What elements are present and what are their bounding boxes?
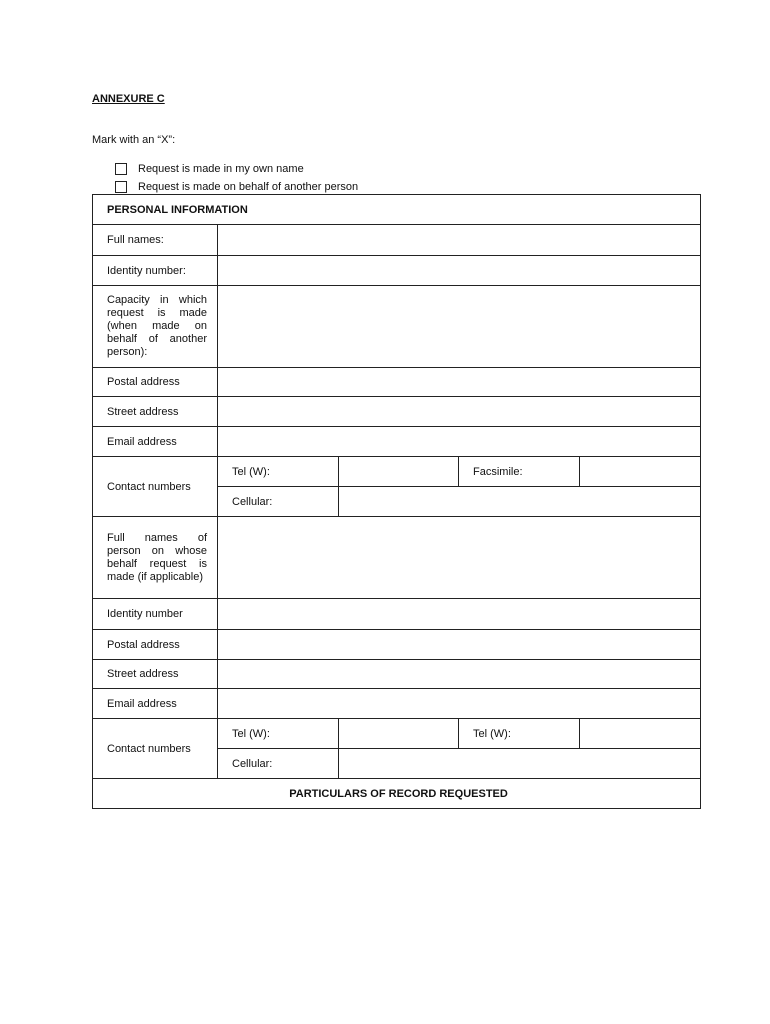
email-address-label: Email address bbox=[93, 427, 218, 457]
record-requested-heading: PARTICULARS OF RECORD REQUESTED bbox=[93, 779, 701, 809]
other-identity-number-label: Identity number bbox=[93, 599, 218, 630]
other-person-full-names-label: Full names of person on whose behalf request is made (if applicable) bbox=[93, 517, 218, 599]
other-postal-address-field[interactable] bbox=[218, 630, 701, 660]
other-street-address-label: Street address bbox=[93, 660, 218, 689]
email-address-field[interactable] bbox=[218, 427, 701, 457]
option-own-name[interactable] bbox=[115, 162, 304, 176]
on-behalf-label: Request is made on behalf of another person bbox=[138, 181, 359, 193]
other-tel-w-field[interactable] bbox=[339, 719, 459, 749]
postal-address-field[interactable] bbox=[218, 368, 701, 397]
other-cellular-field[interactable] bbox=[339, 749, 701, 779]
other-identity-number-field[interactable] bbox=[218, 599, 701, 630]
own-name-label: Request is made in my own name bbox=[138, 163, 304, 175]
identity-number-label: Identity number: bbox=[93, 256, 218, 286]
other-person-full-names-field[interactable] bbox=[218, 517, 701, 599]
other-postal-address-label: Postal address bbox=[93, 630, 218, 660]
other-cellular-label: Cellular: bbox=[218, 749, 339, 779]
option-on-behalf[interactable] bbox=[115, 180, 358, 194]
mark-instruction: Mark with an “X”: bbox=[92, 134, 176, 146]
tel-w-field[interactable] bbox=[339, 457, 459, 487]
cellular-field[interactable] bbox=[339, 487, 701, 517]
other-tel-w-2-field[interactable] bbox=[580, 719, 701, 749]
annexure-title: ANNEXURE C bbox=[92, 93, 165, 105]
street-address-label: Street address bbox=[93, 397, 218, 427]
capacity-field[interactable] bbox=[218, 286, 701, 368]
other-tel-w-2-label: Tel (W): bbox=[459, 719, 580, 749]
cellular-label: Cellular: bbox=[218, 487, 339, 517]
personal-information-table bbox=[92, 194, 701, 809]
other-contact-numbers-label: Contact numbers bbox=[93, 719, 218, 779]
other-street-address-field[interactable] bbox=[218, 660, 701, 689]
full-names-field[interactable] bbox=[218, 225, 701, 256]
full-names-label: Full names: bbox=[93, 225, 218, 256]
street-address-field[interactable] bbox=[218, 397, 701, 427]
identity-number-field[interactable] bbox=[218, 256, 701, 286]
tel-w-label: Tel (W): bbox=[218, 457, 339, 487]
other-email-address-field[interactable] bbox=[218, 689, 701, 719]
capacity-label: Capacity in which request is made (when made on behalf of another person): bbox=[93, 286, 218, 368]
personal-information-heading: PERSONAL INFORMATION bbox=[93, 195, 701, 225]
on-behalf-checkbox[interactable] bbox=[115, 181, 127, 193]
facsimile-label: Facsimile: bbox=[459, 457, 580, 487]
facsimile-field[interactable] bbox=[580, 457, 701, 487]
contact-numbers-label: Contact numbers bbox=[93, 457, 218, 517]
other-tel-w-label: Tel (W): bbox=[218, 719, 339, 749]
own-name-checkbox[interactable] bbox=[115, 163, 127, 175]
other-email-address-label: Email address bbox=[93, 689, 218, 719]
postal-address-label: Postal address bbox=[93, 368, 218, 397]
